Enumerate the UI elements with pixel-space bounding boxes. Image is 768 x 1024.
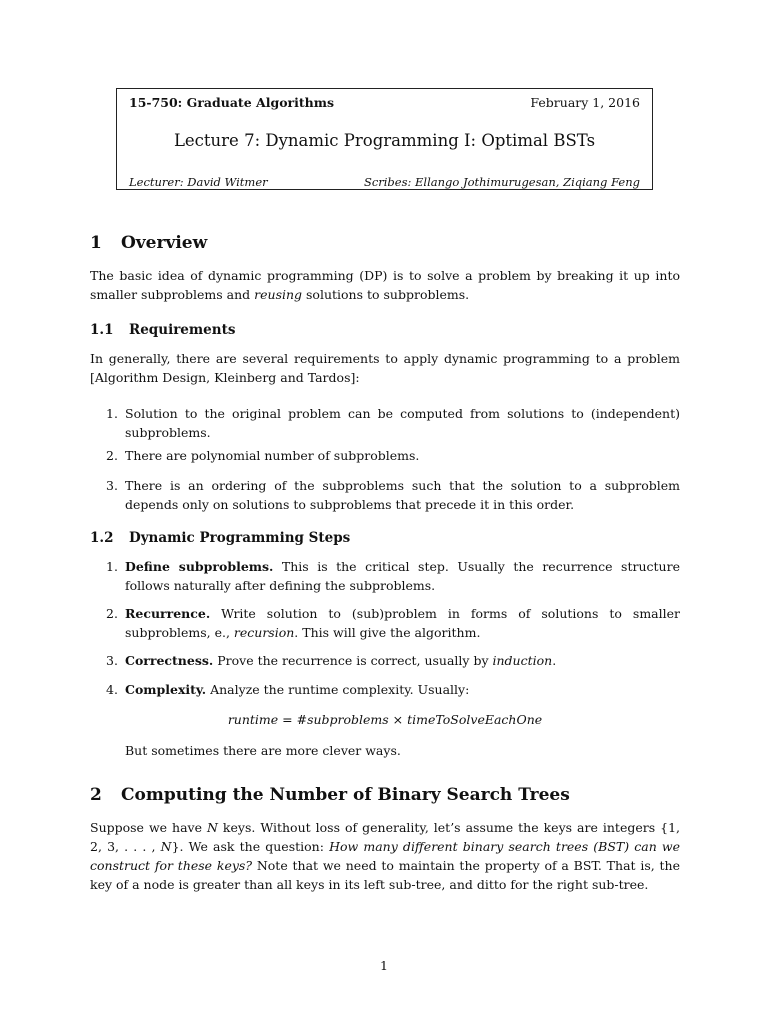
list-item: [90, 476, 680, 514]
text-run: Write solution to (sub)problem in forms of solutions to smaller subproblems, e.,: [125, 606, 680, 640]
lecture-title: Lecture 7: Dynamic Programming I: Optimal BSTs: [173, 131, 596, 150]
subsection-title: Requirements: [129, 322, 236, 338]
emphasis: induction: [492, 653, 553, 668]
runtime-formula: runtime = #subproblems × timeToSolveEachOne: [227, 712, 543, 727]
section-title: Overview: [121, 233, 208, 253]
lecture-date: February 1, 2016: [530, 95, 640, 110]
section-1-heading: [90, 233, 207, 253]
text-run: Prove the recurrence is correct, usually by: [213, 653, 493, 668]
list-item-text: There is an ordering of the subproblems such that the solution to a subproblem depends only on solutions to subproblems that precede it in this order.: [125, 478, 680, 512]
list-item-text: [125, 604, 680, 642]
subsection-title: Dynamic Programming Steps: [129, 530, 351, 546]
bst-paragraph: [90, 818, 680, 894]
subsection-1-2-heading: [90, 530, 350, 546]
section-2-heading: [90, 785, 570, 805]
clever-ways-note: But sometimes there are more clever ways.: [125, 743, 401, 758]
list-item-text: [125, 557, 680, 595]
list-item-text: Solution to the original problem can be computed from solutions to (independent) subproblems.: [125, 406, 680, 440]
list-item-text: There are polynomial number of subproblems.: [125, 448, 420, 463]
list-marker: 3.: [106, 653, 118, 668]
list-marker: 1.: [106, 406, 118, 421]
math-var: N: [160, 839, 172, 854]
lecture-header-box: [116, 88, 653, 190]
emphasis: reusing: [254, 287, 303, 302]
list-marker: 3.: [106, 478, 118, 493]
emphasis: How many different binary search trees (BST) can we construct for these keys?: [90, 839, 681, 873]
math-var: N: [207, 820, 218, 835]
step-name: Recurrence.: [125, 606, 211, 621]
section-title: Computing the Number of Binary Search Trees: [121, 785, 570, 805]
list-marker: 1.: [106, 559, 118, 574]
list-marker: 2.: [106, 606, 118, 621]
lecturer: Lecturer: David Witmer: [129, 175, 268, 189]
step-name: Define subproblems.: [125, 559, 274, 574]
text-run: solutions to subproblems.: [302, 287, 470, 302]
section-number: 1: [90, 233, 102, 253]
scribes: Scribes: Ellango Jothimurugesan, Ziqiang Feng: [363, 175, 640, 189]
text-run: Suppose we have: [90, 820, 207, 835]
step-name: Complexity.: [125, 682, 207, 697]
list-item: [90, 446, 680, 465]
list-marker: 2.: [106, 448, 118, 463]
list-item: [90, 651, 680, 670]
page-number: 1: [380, 958, 388, 973]
text-run: Analyze the runtime complexity. Usually:: [206, 682, 470, 697]
list-item-text: [125, 680, 680, 699]
course-name: 15-750: Graduate Algorithms: [129, 95, 334, 110]
list-item: [90, 404, 680, 442]
text-run: .: [552, 653, 557, 668]
text-run: Note that we need to maintain the property of a BST. That is, the key of a node is greater than all keys in its left sub-tree, and ditto for the right sub-tree.: [90, 858, 680, 892]
subsection-number: 1.2: [90, 530, 114, 546]
step-name: Correctness.: [125, 653, 214, 668]
list-item-text: [125, 651, 680, 670]
list-item: [90, 557, 680, 595]
text-run: The basic idea of dynamic programming (DP) is to solve a problem by breaking it up into smaller subproblems and: [90, 268, 680, 302]
requirements-intro: In generally, there are several requirements to apply dynamic programming to a problem [Algorithm Design, Kleinberg and Tardos]:: [90, 351, 680, 385]
text-run: This is the critical step. Usually the recurrence structure follows naturally after defining the subproblems.: [125, 559, 680, 593]
emphasis: recursion: [233, 625, 295, 640]
text-run: . This will give the algorithm.: [294, 625, 481, 640]
list-item: [90, 604, 680, 642]
overview-paragraph: [90, 266, 680, 304]
section-number: 2: [90, 785, 102, 805]
list-marker: 4.: [106, 682, 118, 697]
text-run: keys. Without loss of generality, let’s assume the keys are integers {1, 2, 3, . . . ,: [90, 820, 680, 854]
subsection-1-1-heading: [90, 322, 235, 338]
text-run: }. We ask the question:: [171, 839, 330, 854]
subsection-number: 1.1: [90, 322, 114, 338]
list-item: [90, 680, 680, 699]
